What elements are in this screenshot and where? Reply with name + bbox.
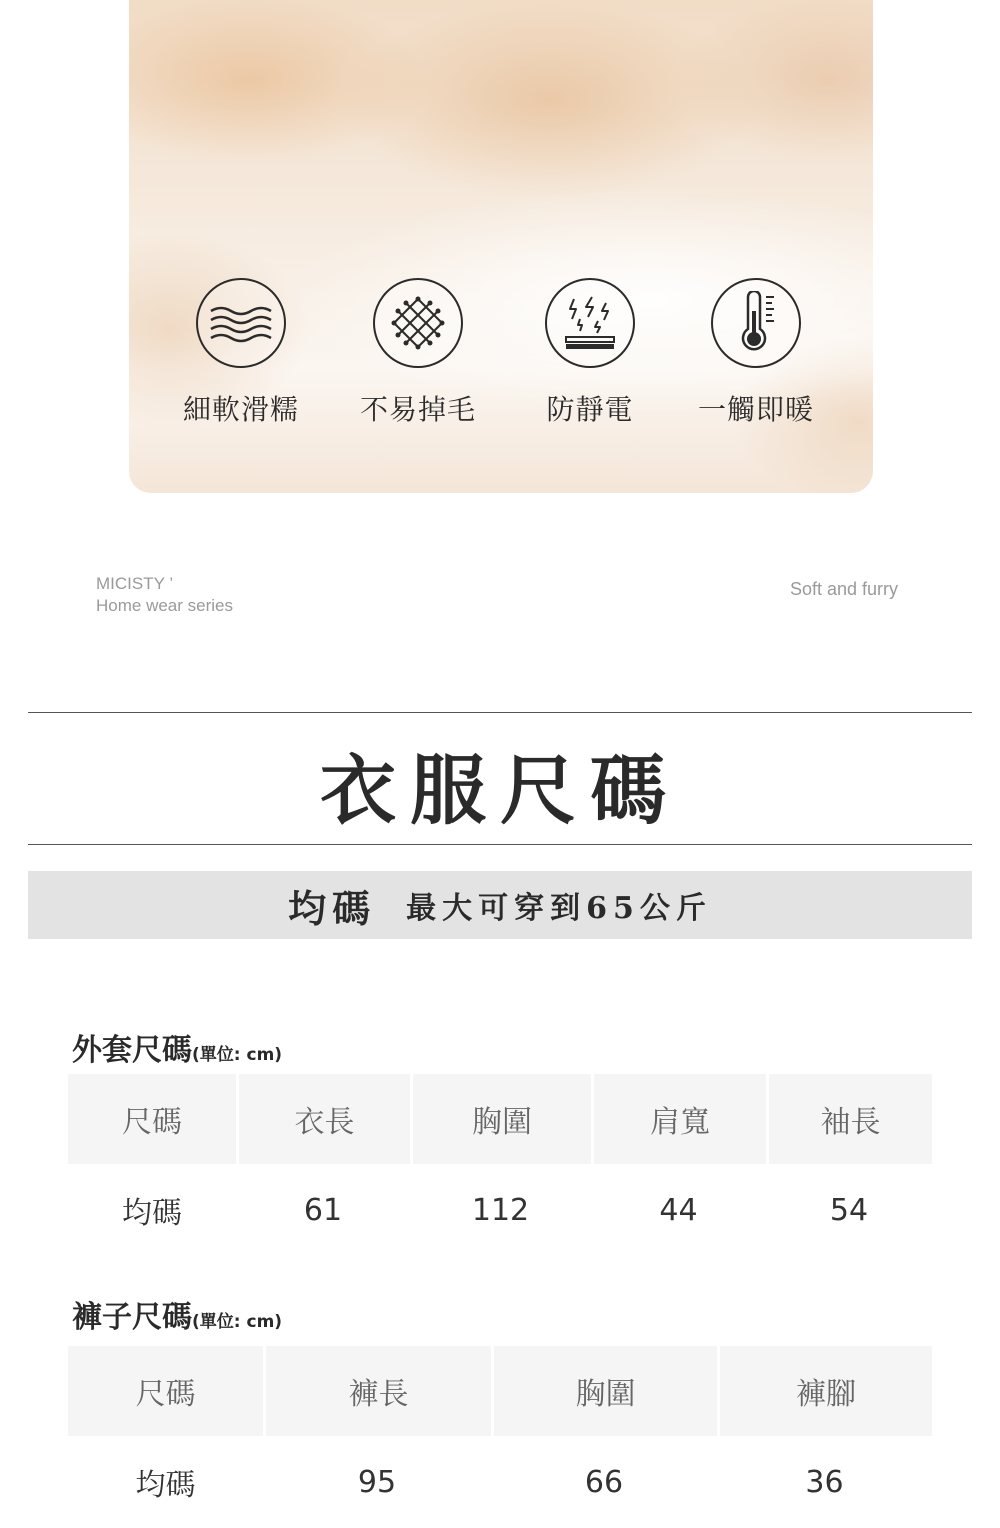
feature-label: 一觸即暖 (697, 393, 814, 426)
jacket-table-title (72, 1025, 282, 1069)
jacket-title-text: 外套尺碼 (72, 1033, 192, 1068)
feature-anti-static (525, 278, 655, 428)
lightning-icon (545, 278, 635, 368)
thermometer-icon (711, 278, 801, 368)
table-cell: 54 (829, 1192, 869, 1228)
header-cell: 袖長 (766, 1074, 932, 1164)
feature-label: 防靜電 (546, 393, 634, 426)
header-cell: 胸圍 (491, 1346, 717, 1436)
header-cell: 褲長 (263, 1346, 491, 1436)
table-header-row (68, 1346, 932, 1436)
brand-block (96, 573, 233, 617)
header-cell: 胸圍 (410, 1074, 591, 1164)
fabric-photo (129, 0, 873, 493)
table-cell: 95 (357, 1464, 397, 1500)
table-cell: 均碼 (135, 1468, 196, 1503)
feature-soft (176, 278, 306, 428)
feature-label: 不易掉毛 (359, 393, 476, 426)
wavy-lines-icon (196, 278, 286, 368)
table-cell: 36 (805, 1464, 844, 1500)
pants-title-text: 褲子尺碼 (72, 1300, 192, 1335)
size-banner (28, 871, 972, 939)
table-row (68, 1164, 932, 1256)
mesh-grid-icon (373, 278, 463, 368)
table-row (68, 1436, 932, 1528)
header-cell: 褲腳 (717, 1346, 932, 1436)
divider-top (28, 712, 972, 713)
divider-bottom (28, 844, 972, 845)
pants-table-title (72, 1292, 282, 1336)
tagline: Soft and furry (789, 579, 898, 599)
table-cell: 61 (303, 1192, 343, 1228)
feature-label: 細軟滑糯 (182, 393, 299, 426)
pants-size-table (68, 1346, 932, 1528)
table-cell: 66 (584, 1464, 624, 1500)
table-cell: 均碼 (122, 1196, 182, 1231)
header-cell: 尺碼 (68, 1346, 263, 1436)
table-header-row (68, 1074, 932, 1164)
jacket-size-table (68, 1074, 932, 1256)
table-cell: 112 (471, 1192, 530, 1228)
feature-instant-warmth (691, 278, 821, 428)
pants-unit: (單位: cm) (192, 1312, 283, 1332)
header-cell: 尺碼 (68, 1074, 236, 1164)
brand-series: Home wear series (96, 596, 233, 615)
table-cell: 44 (659, 1192, 698, 1228)
jacket-unit: (單位: cm) (192, 1045, 283, 1065)
feature-no-shedding (353, 278, 483, 428)
brand-name: MICISTY ’ (96, 574, 174, 593)
header-cell: 肩寬 (591, 1074, 766, 1164)
header-cell: 衣長 (236, 1074, 410, 1164)
banner-size: 均碼 (288, 885, 377, 931)
section-title: 衣服尺碼 (320, 746, 680, 835)
banner-note: 最大可穿到65公斤 (406, 891, 712, 926)
